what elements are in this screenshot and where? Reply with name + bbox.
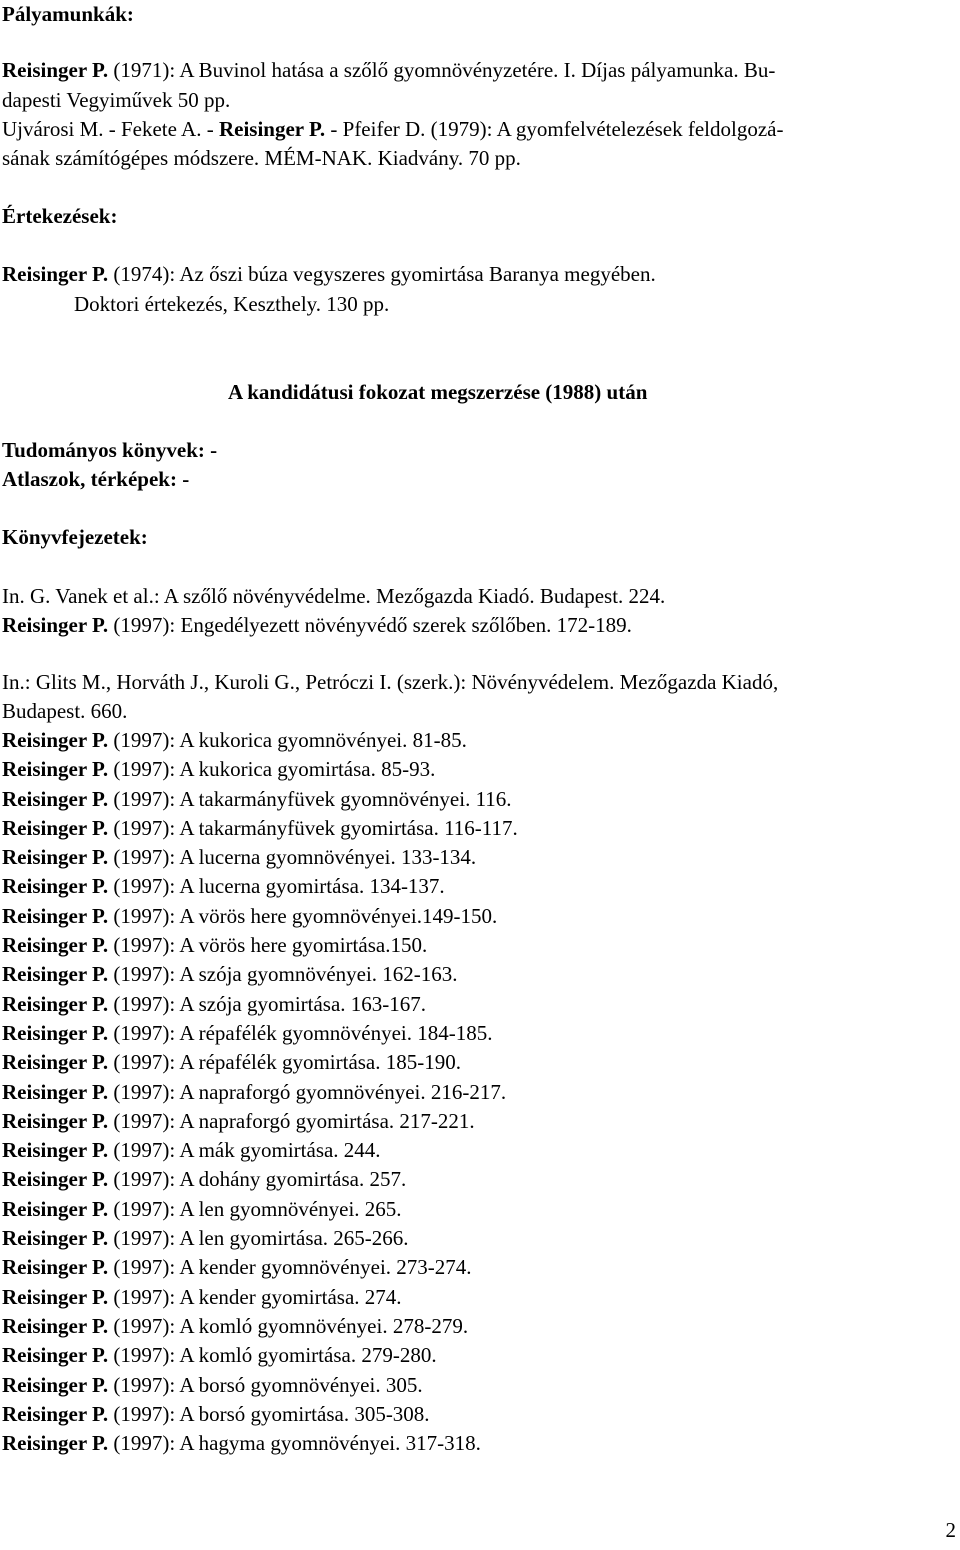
author-name: Reisinger P. <box>2 962 109 987</box>
chapter-entries-list <box>2 726 518 1458</box>
author-name: Reisinger P. <box>2 1108 109 1133</box>
author-name: Reisinger P. <box>2 933 109 958</box>
list-item <box>2 755 518 784</box>
section-heading-kandidatusi: A kandidátusi fokozat megszerzése (1988) után <box>228 380 648 404</box>
list-item <box>2 960 518 989</box>
author-name: Reisinger P. <box>2 58 109 82</box>
author-name: Reisinger P. <box>2 1167 109 1192</box>
entry-text: (1997): A mák gyomirtása. 244. <box>108 1138 381 1163</box>
bib-entry-line: In. G. Vanek et al.: A szőlő növényvédelme. Mezőgazda Kiadó. Budapest. 224. <box>2 584 666 608</box>
entry-text: (1997): A takarmányfüvek gyomnövényei. 116. <box>108 786 512 811</box>
entry-text: (1997): A lucerna gyomirtása. 134-137. <box>108 874 445 899</box>
list-item <box>2 931 518 960</box>
author-name: Reisinger P. <box>2 1226 109 1251</box>
coauthors: Ujvárosi M. - Fekete A. - <box>2 117 219 141</box>
entry-text: (1997): A kukorica gyomnövényei. 81-85. <box>108 728 467 752</box>
author-name: Reisinger P. <box>2 1284 109 1309</box>
author-name: Reisinger P. <box>218 117 326 141</box>
author-name: Reisinger P. <box>2 1196 109 1221</box>
entry-text: (1997): A kender gyomirtása. 274. <box>108 1284 402 1309</box>
list-item <box>2 1224 518 1253</box>
author-name: Reisinger P. <box>2 1255 109 1280</box>
entry-text: (1997): A répafélék gyomnövényei. 184-185. <box>108 1020 493 1045</box>
bib-entry-line <box>2 260 656 289</box>
list-item <box>2 1136 518 1165</box>
entry-text: (1997): A kukorica gyomirtása. 85-93. <box>108 757 436 782</box>
author-name: Reisinger P. <box>2 815 109 840</box>
entry-text: (1997): A szója gyomnövényei. 162-163. <box>108 962 458 987</box>
subsection-heading-chapters: Könyvfejezetek: <box>2 525 148 549</box>
entry-text: (1997): A lucerna gyomnövényei. 133-134. <box>108 845 477 870</box>
author-name: Reisinger P. <box>2 1020 109 1045</box>
list-item <box>2 814 518 843</box>
bib-entry-line: Budapest. 660. <box>2 699 128 723</box>
entry-text: (1997): A vörös here gyomirtása.150. <box>108 933 428 958</box>
author-name: Reisinger P. <box>2 845 109 870</box>
list-item <box>2 1371 518 1400</box>
list-item <box>2 902 518 931</box>
list-item <box>2 1107 518 1136</box>
section-heading-ertekezesek: Értekezések: <box>2 204 118 228</box>
author-name: Reisinger P. <box>2 728 109 752</box>
entry-text: (1997): A dohány gyomirtása. 257. <box>108 1167 407 1192</box>
entry-text: (1997): A len gyomirtása. 265-266. <box>108 1226 409 1251</box>
page-number: 2 <box>945 1518 956 1542</box>
author-name: Reisinger P. <box>2 757 109 782</box>
author-name: Reisinger P. <box>2 903 109 928</box>
entry-text: (1997): A napraforgó gyomirtása. 217-221. <box>108 1108 475 1133</box>
list-item <box>2 1253 518 1282</box>
entry-text: (1997): A borsó gyomirtása. 305-308. <box>108 1401 430 1426</box>
list-item <box>2 872 518 901</box>
bib-entry-line: Doktori értekezés, Keszthely. 130 pp. <box>74 292 390 316</box>
list-item <box>2 1429 518 1458</box>
list-item <box>2 990 518 1019</box>
list-item <box>2 1400 518 1429</box>
subsection-heading-books: Tudományos könyvek: - <box>2 438 218 462</box>
author-name: Reisinger P. <box>2 1079 109 1104</box>
entry-text: (1997): A répafélék gyomirtása. 185-190. <box>108 1050 461 1075</box>
section-heading-palyamunkak: Pályamunkák: <box>2 2 134 26</box>
entry-text: (1997): A len gyomnövényei. 265. <box>108 1196 402 1221</box>
list-item <box>2 726 518 755</box>
entry-text: - Pfeifer D. (1979): A gyomfelvételezések feldolgozá- <box>325 117 784 141</box>
bib-entry-line: dapesti Vegyiművek 50 pp. <box>2 88 231 112</box>
list-item <box>2 785 518 814</box>
entry-text: (1997): A takarmányfüvek gyomirtása. 116-117. <box>108 815 518 840</box>
list-item <box>2 843 518 872</box>
list-item <box>2 1195 518 1224</box>
author-name: Reisinger P. <box>2 874 109 899</box>
entry-text: (1997): A vörös here gyomnövényei.149-150. <box>108 903 498 928</box>
bib-entry-line <box>2 115 783 144</box>
entry-text: (1997): A napraforgó gyomnövényei. 216-217. <box>108 1079 507 1104</box>
author-name: Reisinger P. <box>2 1431 109 1456</box>
bib-entry-line: In.: Glits M., Horváth J., Kuroli G., Petróczi I. (szerk.): Növényvédelem. Mezőgazda Kiadó, <box>2 670 779 694</box>
author-name: Reisinger P. <box>2 1401 109 1426</box>
entry-text: (1997): A komló gyomirtása. 279-280. <box>108 1343 437 1368</box>
entry-text: (1997): A komló gyomnövényei. 278-279. <box>108 1313 469 1338</box>
author-name: Reisinger P. <box>2 262 109 286</box>
author-name: Reisinger P. <box>2 613 109 637</box>
author-name: Reisinger P. <box>2 1343 109 1368</box>
bib-entry-line <box>2 56 775 85</box>
author-name: Reisinger P. <box>2 1050 109 1075</box>
bib-entry-line <box>2 611 632 640</box>
entry-text: (1971): A Buvinol hatása a szőlő gyomnövényzetére. I. Díjas pályamunka. Bu- <box>108 58 776 82</box>
list-item <box>2 1341 518 1370</box>
bib-entry-line: sának számítógépes módszere. MÉM-NAK. Kiadvány. 70 pp. <box>2 146 521 170</box>
entry-text: (1997): A kender gyomnövényei. 273-274. <box>108 1255 472 1280</box>
entry-text: (1997): Engedélyezett növényvédő szerek szőlőben. 172-189. <box>108 613 632 637</box>
subsection-heading-atlases: Atlaszok, térképek: - <box>2 467 190 491</box>
list-item <box>2 1078 518 1107</box>
list-item <box>2 1019 518 1048</box>
author-name: Reisinger P. <box>2 991 109 1016</box>
author-name: Reisinger P. <box>2 786 109 811</box>
entry-text: (1997): A hagyma gyomnövényei. 317-318. <box>108 1431 481 1456</box>
author-name: Reisinger P. <box>2 1313 109 1338</box>
list-item <box>2 1283 518 1312</box>
author-name: Reisinger P. <box>2 1372 109 1397</box>
entry-text: (1997): A borsó gyomnövényei. 305. <box>108 1372 423 1397</box>
entry-text: (1974): Az őszi búza vegyszeres gyomirtása Baranya megyében. <box>108 262 656 286</box>
entry-text: (1997): A szója gyomirtása. 163-167. <box>108 991 427 1016</box>
list-item <box>2 1165 518 1194</box>
author-name: Reisinger P. <box>2 1138 109 1163</box>
list-item <box>2 1312 518 1341</box>
list-item <box>2 1048 518 1077</box>
